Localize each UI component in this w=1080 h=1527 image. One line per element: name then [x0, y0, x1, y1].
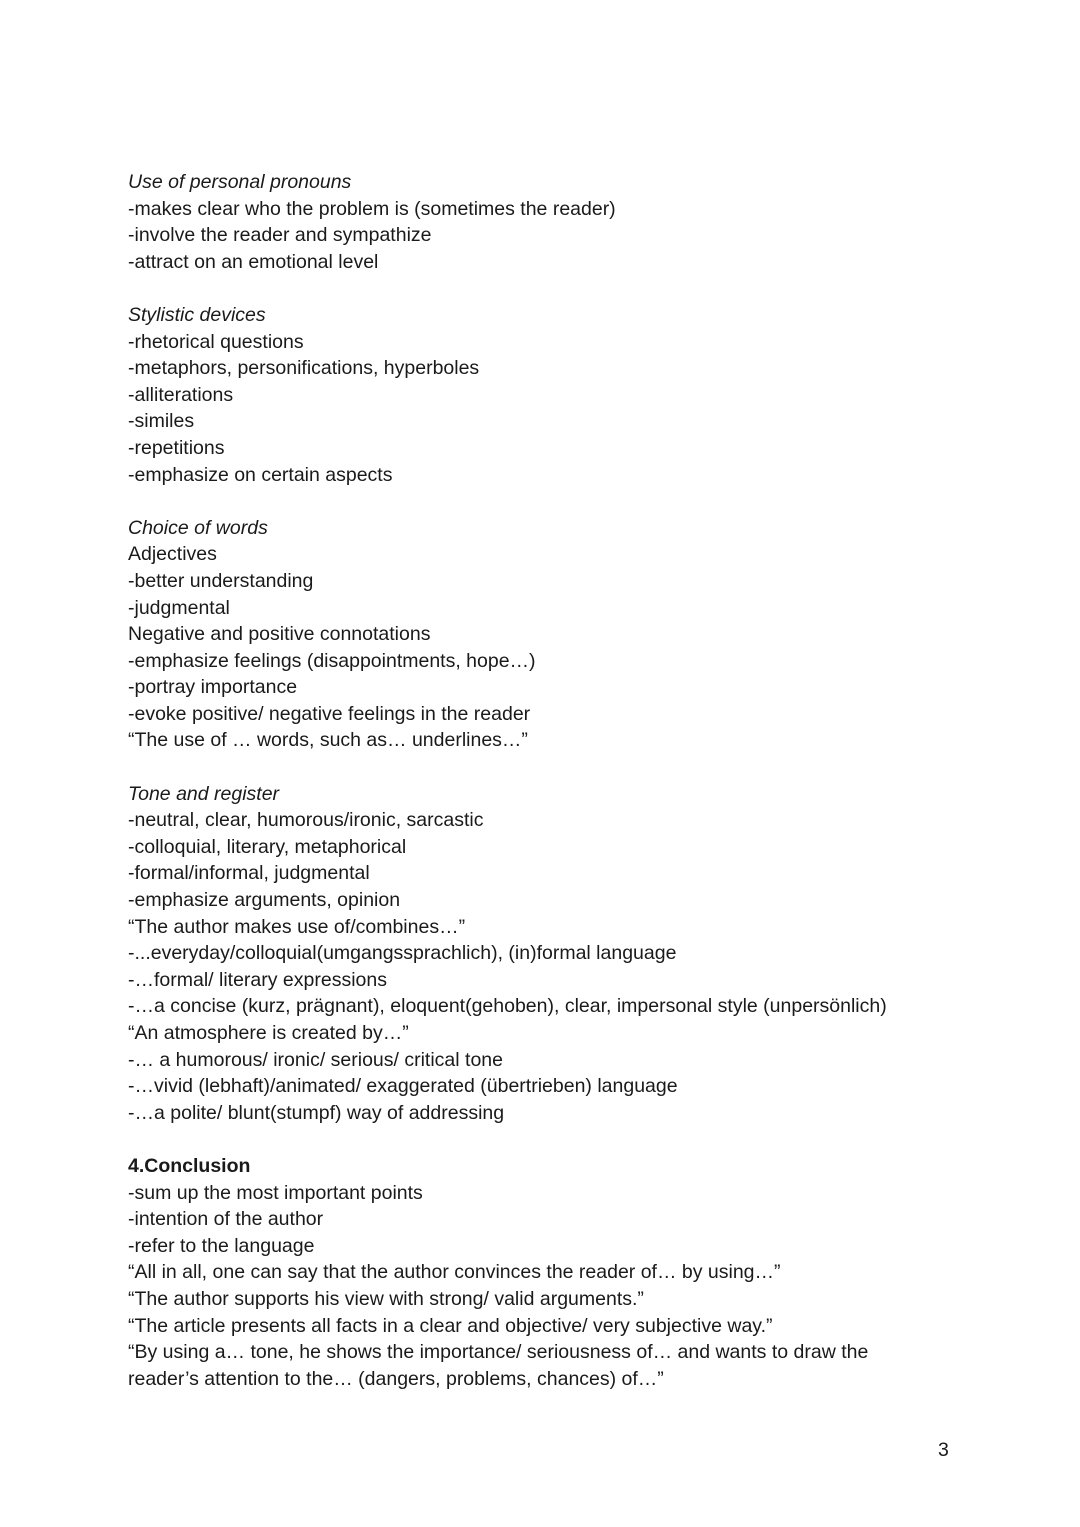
text-line: -involve the reader and sympathize: [128, 224, 432, 247]
page-content: [128, 169, 1008, 1392]
text-line: -attract on an emotional level: [128, 250, 379, 273]
text-line: “An atmosphere is created by…”: [128, 1022, 409, 1044]
text-line: -portray importance: [128, 676, 298, 699]
text-line: -…a concise (kurz, prägnant), eloquent(gehoben), clear, impersonal style (unpersönlich): [128, 995, 887, 1018]
section-tone-and-register: [128, 781, 1008, 1127]
text-line: “The use of … words, such as… underlines…”: [128, 729, 528, 752]
text-line: Adjectives: [128, 543, 217, 566]
text-line: -refer to the language: [128, 1234, 315, 1257]
spacer: [128, 275, 1008, 302]
spacer: [128, 1126, 1008, 1153]
text-line: -emphasize arguments, opinion: [128, 889, 401, 912]
text-line: “All in all, one can say that the author convinces the reader of… by using…”: [128, 1261, 781, 1284]
text-line: -formal/informal, judgmental: [128, 862, 370, 885]
text-line: “The article presents all facts in a clear and objective/ very subjective way.”: [128, 1314, 773, 1337]
section-personal-pronouns: [128, 169, 1008, 275]
text-line: -metaphors, personifications, hyperboles: [128, 357, 480, 380]
section-heading: Use of personal pronouns: [128, 171, 352, 193]
text-line: -better understanding: [128, 569, 314, 592]
text-line: -similes: [128, 410, 195, 433]
text-line: Negative and positive connotations: [128, 623, 431, 646]
text-line: -evoke positive/ negative feelings in the reader: [128, 702, 531, 725]
text-line: -colloquial, literary, metaphorical: [128, 835, 407, 858]
text-line: -…a polite/ blunt(stumpf) way of addressing: [128, 1101, 505, 1124]
text-line: -…vivid (lebhaft)/animated/ exaggerated (übertrieben) language: [128, 1075, 678, 1098]
spacer: [128, 488, 1008, 515]
section-heading: Tone and register: [128, 782, 280, 805]
text-line: -… a humorous/ ironic/ serious/ critical tone: [128, 1048, 503, 1071]
text-line: “By using a… tone, he shows the importance/ seriousness of… and wants to draw the: [128, 1341, 869, 1364]
text-line: -sum up the most important points: [128, 1181, 423, 1204]
text-line: -emphasize on certain aspects: [128, 463, 393, 486]
text-line: -…formal/ literary expressions: [128, 968, 387, 991]
text-line: “The author makes use of/combines…”: [128, 915, 466, 938]
text-line: -...everyday/colloquial(umgangssprachlich), (in)formal language: [128, 942, 677, 965]
text-line: -neutral, clear, humorous/ironic, sarcastic: [128, 809, 484, 832]
section-heading: Choice of words: [128, 516, 268, 539]
spacer: [128, 754, 1008, 781]
section-heading: Stylistic devices: [128, 303, 266, 326]
section-conclusion: [128, 1153, 1008, 1392]
text-line: -judgmental: [128, 596, 230, 619]
text-line: -repetitions: [128, 436, 225, 459]
text-line: -intention of the author: [128, 1208, 324, 1231]
text-line: reader’s attention to the… (dangers, problems, chances) of…”: [128, 1367, 664, 1390]
text-line: -makes clear who the problem is (sometimes the reader): [128, 197, 616, 220]
text-line: -emphasize feelings (disappointments, hope…): [128, 649, 536, 672]
text-line: -alliterations: [128, 383, 234, 406]
text-line: -rhetorical questions: [128, 330, 304, 353]
section-heading: 4.Conclusion: [128, 1154, 251, 1177]
section-stylistic-devices: [128, 302, 1008, 488]
page-number: 3: [938, 1439, 949, 1461]
section-choice-of-words: [128, 515, 1008, 754]
text-line: “The author supports his view with strong/ valid arguments.”: [128, 1287, 644, 1310]
